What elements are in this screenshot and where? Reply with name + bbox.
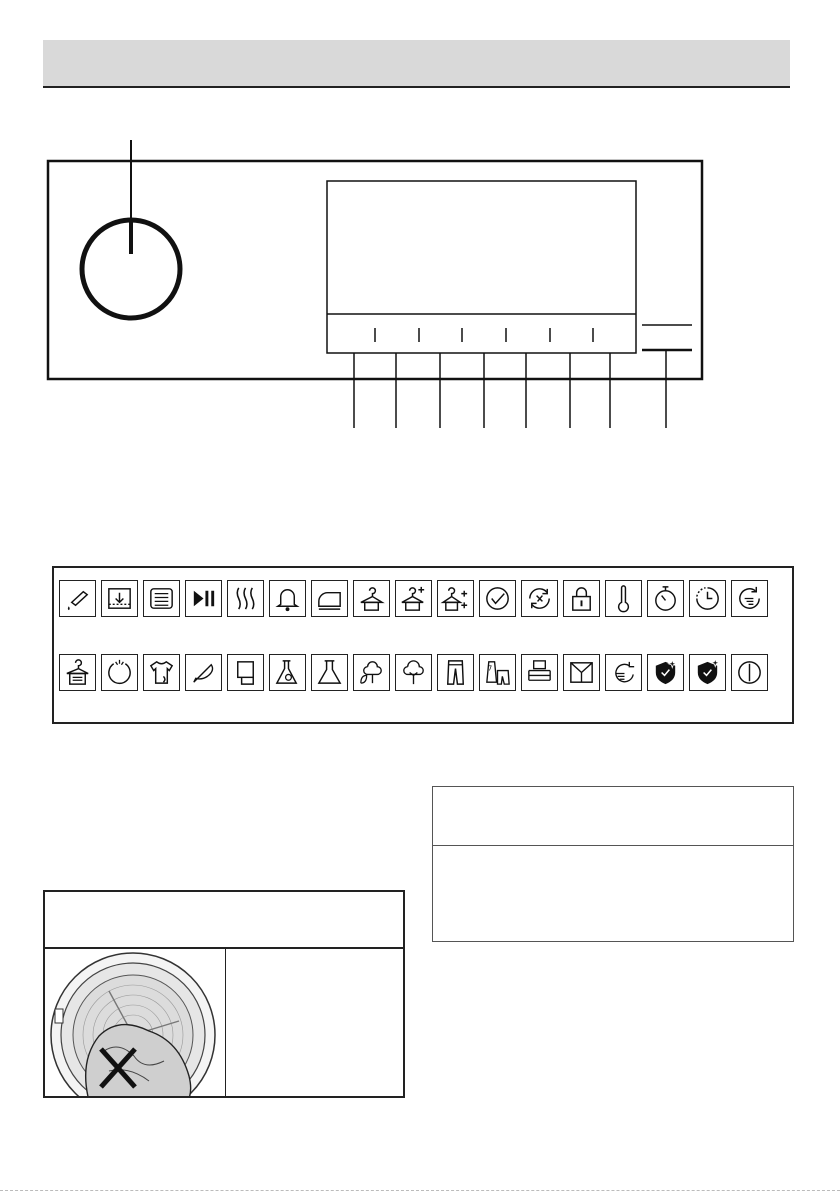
towel-icon — [227, 654, 264, 691]
mixed-cotton-icon — [353, 654, 390, 691]
sportswear-icon — [479, 654, 516, 691]
button-separators — [375, 328, 593, 342]
steam-icon — [227, 580, 264, 617]
jeans-icon — [437, 654, 474, 691]
hygiene-icon — [647, 654, 684, 691]
hanger-icon — [353, 580, 390, 617]
warning-box-divider — [433, 845, 793, 846]
hanger-plus-plus-icon — [437, 580, 474, 617]
hygiene-plus-icon — [689, 654, 726, 691]
svg-text:7: 7 — [487, 664, 493, 673]
stopwatch-icon — [647, 580, 684, 617]
symbols-row-1 — [59, 580, 768, 617]
timer-icon — [689, 580, 726, 617]
symbols-row-2 — [59, 654, 768, 691]
hanger-plus-icon — [395, 580, 432, 617]
control-panel-outline — [48, 161, 702, 379]
warning-box — [432, 786, 794, 942]
refresh-icon — [521, 580, 558, 617]
menu-lines-icon — [143, 580, 180, 617]
thermometer-icon — [605, 580, 642, 617]
lock-icon — [563, 580, 600, 617]
illustration-box — [43, 890, 405, 1098]
display-screen — [327, 181, 636, 353]
detergent-icon — [59, 580, 96, 617]
filter-icon — [101, 580, 138, 617]
check-icon — [479, 580, 516, 617]
feather-icon — [185, 654, 222, 691]
iron-icon — [311, 580, 348, 617]
cotton-icon — [395, 654, 432, 691]
symbols-panel — [52, 566, 794, 724]
callout-lines — [354, 350, 666, 428]
illustration-box-divider — [45, 947, 403, 949]
page-bottom-edge — [0, 1190, 840, 1191]
shirts-icon — [563, 654, 600, 691]
control-panel-diagram — [0, 130, 840, 440]
play-pause-icon — [185, 580, 222, 617]
bedding-icon — [521, 654, 558, 691]
section-header-bar — [43, 40, 790, 88]
bell-icon — [269, 580, 306, 617]
quick-cycle-icon — [731, 580, 768, 617]
flask-cotton-icon — [269, 654, 306, 691]
drum-light-icon — [101, 654, 138, 691]
power-icon — [731, 654, 768, 691]
hanger-dry-icon — [59, 654, 96, 691]
quick-icon — [605, 654, 642, 691]
shirt-icon — [143, 654, 180, 691]
drum-overload-illustration — [49, 951, 223, 1096]
flask-icon — [311, 654, 348, 691]
illustration-box-column-divider — [225, 949, 226, 1096]
